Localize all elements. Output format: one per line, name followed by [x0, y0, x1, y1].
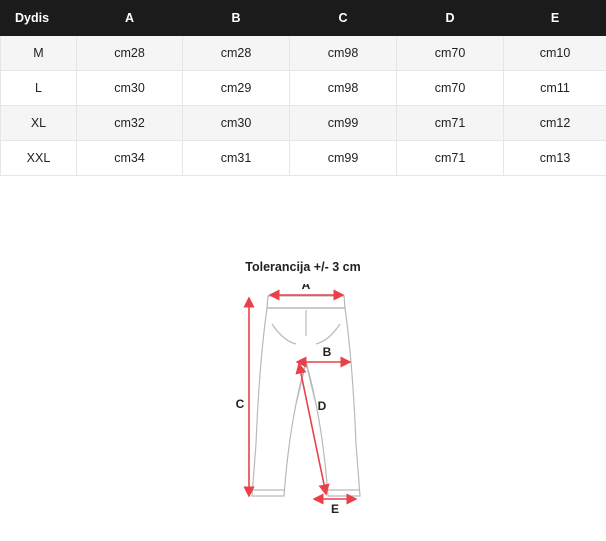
- column-header-b: B: [183, 1, 290, 36]
- cell-d: cm70: [397, 36, 504, 71]
- column-header-e: E: [504, 1, 606, 36]
- measure-b-label: B: [322, 345, 332, 359]
- column-header-size: Dydis: [1, 1, 77, 36]
- cell-c: cm98: [290, 71, 397, 106]
- cell-size: XL: [1, 106, 77, 141]
- cell-a: cm34: [77, 141, 183, 176]
- cell-e: cm10: [504, 36, 606, 71]
- measure-d-label: D: [317, 399, 327, 413]
- column-header-a: A: [77, 1, 183, 36]
- table-header: [1, 1, 606, 36]
- cell-size: M: [1, 36, 77, 71]
- table-row: [1, 71, 606, 106]
- cell-b: cm29: [183, 71, 290, 106]
- cell-b: cm31: [183, 141, 290, 176]
- tolerance-note: Tolerancija +/- 3 cm: [245, 260, 361, 274]
- table-row: [1, 106, 606, 141]
- cell-a: cm28: [77, 36, 183, 71]
- cell-e: cm11: [504, 71, 606, 106]
- measure-d: [299, 364, 326, 494]
- cell-size: XXL: [1, 141, 77, 176]
- cell-a: cm32: [77, 106, 183, 141]
- measure-e-label: E: [330, 502, 340, 516]
- cell-b: cm30: [183, 106, 290, 141]
- cell-a: cm30: [77, 71, 183, 106]
- cell-size: L: [1, 71, 77, 106]
- table-header-row: [1, 1, 606, 36]
- trousers-diagram-svg-holder: [0, 284, 606, 536]
- column-header-c: C: [290, 1, 397, 36]
- cell-e: cm12: [504, 106, 606, 141]
- table-row: [1, 141, 606, 176]
- cell-d: cm71: [397, 106, 504, 141]
- cell-d: cm71: [397, 141, 504, 176]
- table-body: [1, 36, 606, 176]
- cell-c: cm99: [290, 106, 397, 141]
- measure-a-label: A: [301, 284, 311, 292]
- cell-c: cm99: [290, 141, 397, 176]
- measure-c-label: C: [235, 397, 245, 411]
- column-header-d: D: [397, 1, 504, 36]
- cell-d: cm70: [397, 71, 504, 106]
- measurement-diagram: [0, 176, 606, 536]
- cell-b: cm28: [183, 36, 290, 71]
- cell-c: cm98: [290, 36, 397, 71]
- table-row: [1, 36, 606, 71]
- size-table: [0, 0, 606, 176]
- cell-e: cm13: [504, 141, 606, 176]
